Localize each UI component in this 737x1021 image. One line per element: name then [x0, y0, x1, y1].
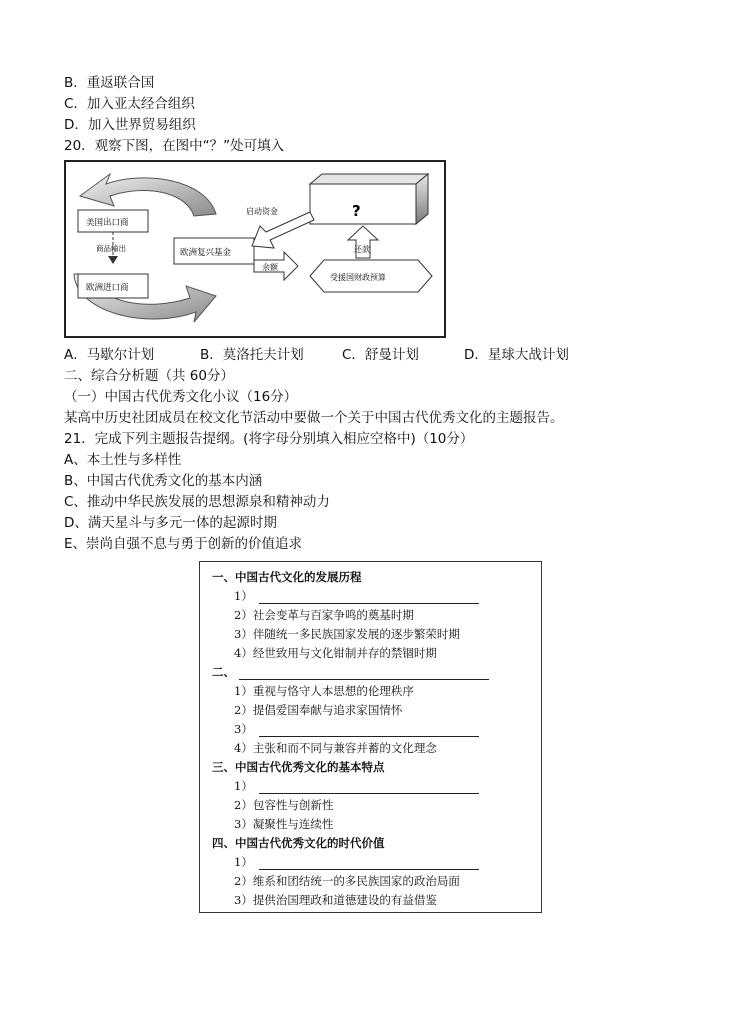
- outline-h4-item-2: 2）维系和团结统一的多民族国家的政治局面: [234, 874, 460, 888]
- choice-d: D、满天星斗与多元一体的起源时期: [64, 515, 277, 531]
- diagram-svg: [66, 162, 444, 336]
- choice-a: A、本土性与多样性: [64, 452, 182, 468]
- outline-h3-item-1: 1）: [234, 778, 479, 794]
- label-recovery-fund: 欧洲复兴基金: [180, 248, 232, 258]
- label-recipient-budget: 受援国财政预算: [330, 273, 386, 282]
- label-balance: 余额: [262, 263, 278, 272]
- question-box-front: [310, 184, 416, 224]
- answer-blank[interactable]: [259, 592, 479, 604]
- outline-h1-item-3: 3）伴随统一多民族国家发展的逐步繁荣时期: [234, 627, 460, 641]
- label-goods-export: 商品输出: [96, 244, 126, 253]
- part1-title: （一）中国古代优秀文化小议（16分）: [64, 389, 298, 405]
- q21-stem: 21．完成下列主题报告提纲。(将字母分别填入相应空格中)（10分）: [64, 431, 474, 447]
- outline-h4-item-1: 1）: [234, 854, 479, 870]
- label-repay: 还款: [354, 245, 370, 254]
- choice-b: B、中国古代优秀文化的基本内涵: [64, 473, 263, 489]
- outline-h1-item-4: 4）经世致用与文化钳制并存的禁锢时期: [234, 646, 437, 660]
- outline-h3-item-2: 2）包容性与创新性: [234, 798, 334, 812]
- outline-heading-1: 一、中国古代文化的发展历程: [212, 570, 362, 584]
- option-d-prev: D．加入世界贸易组织: [64, 117, 196, 133]
- q20-option-c: C．舒曼计划: [342, 347, 419, 363]
- label-eu-importer: 欧洲进口商: [86, 283, 129, 293]
- outline-h2-item-4: 4）主张和而不同与兼容并蓄的文化理念: [234, 741, 437, 755]
- outline-heading-4: 四、中国古代优秀文化的时代价值: [212, 836, 385, 850]
- outline-h1-item-2: 2）社会变革与百家争鸣的奠基时期: [234, 608, 414, 622]
- outline-heading-3: 三、中国古代优秀文化的基本特点: [212, 760, 385, 774]
- label-question-mark: ?: [352, 202, 361, 220]
- outline-h2-item-3: 3）: [234, 721, 479, 737]
- q20-option-a: A．马歇尔计划: [64, 347, 155, 363]
- outline-h4-item-3: 3）提供治国理政和道德建设的有益借鉴: [234, 893, 437, 907]
- outline-h1-item-1: 1）: [234, 588, 479, 604]
- question-box-top: [310, 174, 428, 184]
- label-startup-capital: 启动资金: [246, 207, 278, 216]
- section2-title: 二、综合分析题（共 60分）: [64, 368, 234, 384]
- outline-h3-item-3: 3）凝聚性与连续性: [234, 817, 334, 831]
- choice-e: E、崇尚自强不息与勇于创新的价值追求: [64, 536, 303, 552]
- option-c-prev: C．加入亚太经合组织: [64, 96, 195, 112]
- marshall-plan-diagram: [64, 160, 446, 338]
- startup-arrow: [252, 212, 314, 248]
- choice-c: C、推动中华民族发展的思想源泉和精神动力: [64, 494, 330, 510]
- part1-intro: 某高中历史社团成员在校文化节活动中要做一个关于中国古代优秀文化的主题报告。: [64, 410, 564, 426]
- outline-heading-2: 二、: [212, 664, 489, 680]
- answer-blank[interactable]: [259, 782, 479, 794]
- answer-blank[interactable]: [239, 668, 489, 680]
- label-us-exporter: 美国出口商: [86, 218, 129, 228]
- outline-h2-item-2: 2）提倡爱国奉献与追求家国情怀: [234, 703, 403, 717]
- q20-stem: 20．观察下图，在图中“？”处可填入: [64, 138, 285, 154]
- q20-options: [64, 345, 569, 365]
- outline-h2-item-1: 1）重视与恪守人本思想的伦理秩序: [234, 684, 414, 698]
- down-arrow: [108, 256, 118, 264]
- report-outline-box: [199, 561, 542, 913]
- option-b-prev: B．重返联合国: [64, 75, 155, 91]
- answer-blank[interactable]: [259, 858, 479, 870]
- q20-option-b: B．莫洛托夫计划: [200, 347, 304, 363]
- answer-blank[interactable]: [259, 725, 479, 737]
- q20-option-d: D．星球大战计划: [464, 347, 569, 363]
